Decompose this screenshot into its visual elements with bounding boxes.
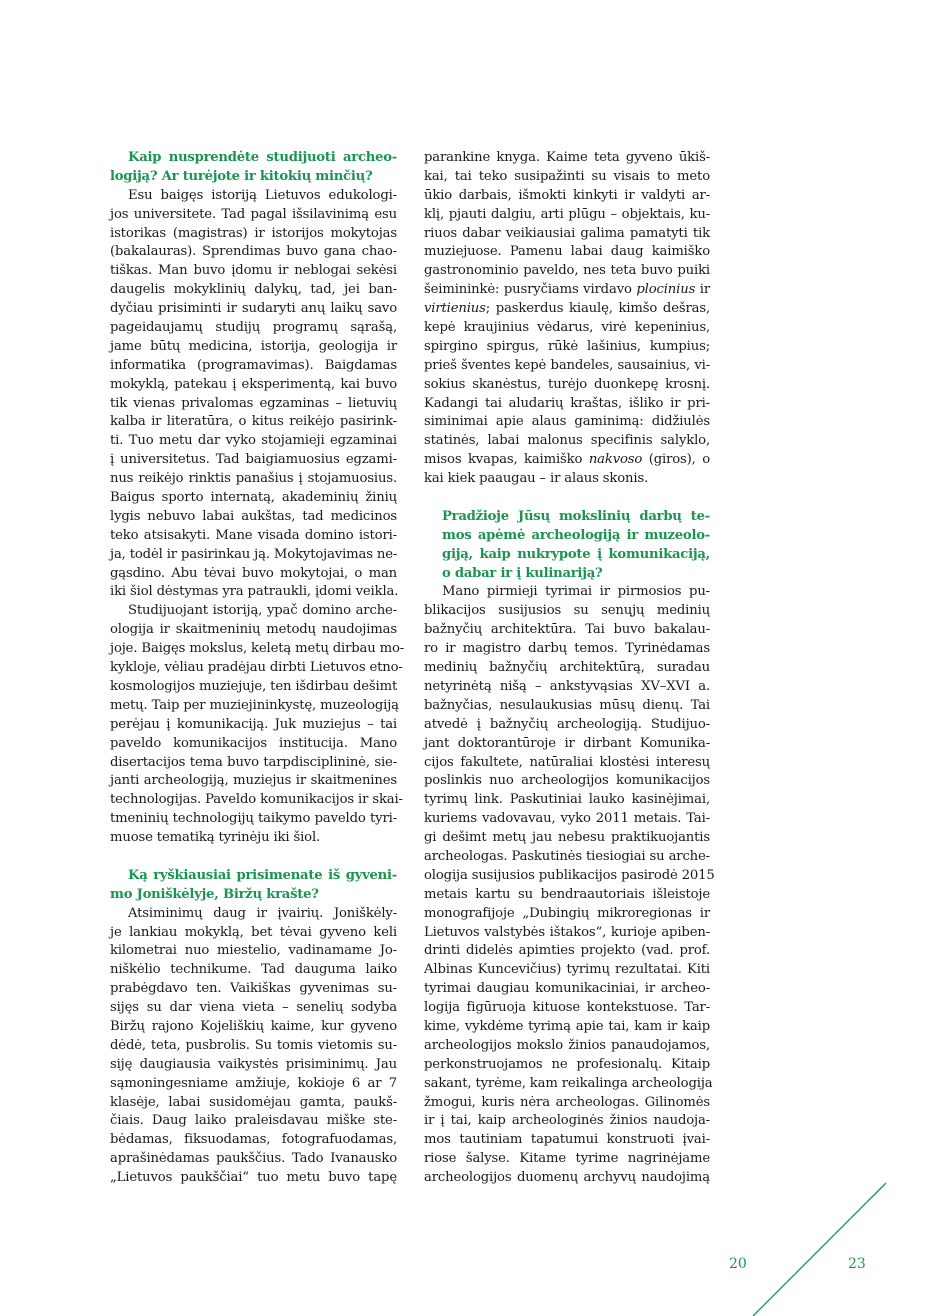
text-line: spirgino spirgus, rūkė lašinius, kumpius; [424,338,710,354]
text-line: janti archeologiją, muziejus ir skaitmenines [110,773,397,789]
text-line: Atsiminimų daug ir įvairių. Joniškėly- [128,905,397,921]
text-line: siję daugiausia vaikystės prisiminimų. Jau [110,1056,397,1072]
text-line: sąmoningesniame amžiuje, kokioje 6 ar 7 [110,1075,397,1091]
text-line: „Lietuvos paukščiai“ tuo metu buvo tapę [110,1170,397,1186]
text-line: technologijas. Paveldo komunikacijos ir skai- [110,792,403,808]
text-line: ja, todėl ir pasirinkau ją. Mokytojavimas ne- [110,546,398,562]
text-line: kai kiek paaugau – ir alaus skonis. [424,471,649,487]
text-line: jos universitete. Tad pagal išsilavinimą esu [110,206,397,222]
text-line: riose šalyse. Kitame tyrime nagrinėjame [424,1151,710,1167]
text-line: tik vienas privalomas egzaminas – lietuvių [110,395,397,411]
text-line: blikacijos susijusios su senųjų medinių [424,603,710,619]
text-line: gi dešimt metų jau nebesu praktikuojantis [424,830,710,846]
text-line: kykloje, vėliau pradėjau dirbti Lietuvos etno- [110,660,403,676]
page-number-left: 20 [729,1256,747,1272]
text-line: poslinkis nuo archeologijos komunikacijos [424,773,710,789]
text-line: prabėgdavo ten. Vaikiškas gyvenimas su- [110,981,397,997]
text-line: (bakalauras). Sprendimas buvo gana chao- [110,244,397,260]
text-line: ir į tai, kaip archeologinės žinios naudoja- [424,1113,710,1129]
text-line: kosmologijos muziejuje, ten išdirbau dešimt [110,678,398,694]
text-line: niškėlio technikume. Tad dauguma laiko [110,962,397,978]
text-line: Biržų rajono Kojeliškių kaime, kur gyveno [110,1018,397,1034]
text-line: mo Joniškėlyje, Biržų krašte? [110,886,319,902]
text-line: tmeninių technologijų taikymo paveldo tyri- [110,811,397,827]
text-line: teko atsisakyti. Mane visada domino istori- [110,527,397,543]
text-line: archeologijos duomenų archyvų naudojimą [424,1170,710,1186]
text-line: žmogui, kuris nėra archeologas. Gilinomės [424,1094,710,1110]
text-line: jame būtų medicina, istorija, geologija ir [110,338,397,354]
italic-term: plocinius [636,282,696,298]
text-line: mos apėmė archeologiją ir muzeolo- [442,527,710,543]
text-line: bėdamas, fiksuodamas, fotografuodamas, [110,1132,397,1148]
text-line: Ką ryškiausiai prisimenate iš gyveni- [128,867,397,883]
page-number-right: 23 [848,1256,866,1272]
text-line: monografijoje „Dubingių mikroregionas ir [424,905,710,921]
text-line: archeologas. Paskutinės tiesiogiai su arche- [424,848,710,864]
text-line: Lietuvos valstybės ištakos“, kurioje apiben- [424,924,710,940]
text-line: mos tautiniam tapatumui konstruoti įvai- [424,1132,710,1148]
text-line: ro ir magistro darbų temos. Tyrinėdamas [424,641,710,657]
text-line: riuos dabar veikiausiai galima pamatyti tik [424,225,710,241]
italic-term: virtienius [424,301,486,317]
text-line: Esu baigęs istoriją Lietuvos edukologi- [128,187,397,203]
text-line: Mano pirmieji tyrimai ir pirmosios pu- [442,584,710,600]
text-line: kai, tai teko susipažinti su visais to meto [424,168,710,184]
text-run: (giros), o [642,452,710,468]
text-line: kepė kraujinius vėdarus, virė kepeninius, [424,320,710,336]
text-line: giją, kaip nukrypote į komunikaciją, [442,546,710,562]
text-line: sokius skanėstus, turėjo duonkepę krosnį. [424,376,710,392]
text-line: dėdė, teta, pusbrolis. Su tomis vietomis su- [110,1037,397,1053]
text-line: daugelis mokyklinių dalykų, tad, jei ban- [110,282,397,298]
text-line: iki šiol dėstymas yra patraukli, įdomi veikla. [110,584,399,600]
text-line: pageidaujamų studijų programų sąrašą, [110,320,397,336]
text-line: tyrimai daugiau komunikaciniai, ir archeo- [424,981,710,997]
italic-term: nakvoso [588,452,643,468]
text-line: siminimai apie alaus gaminimą: didžiulės [424,414,710,430]
text-line: statinės, labai malonus specifinis salyklo, [424,433,710,449]
text-line: kime, vykdėme tyrimą apie tai, kam ir kaip [424,1018,710,1034]
text-line: Kadangi tai aludarių kraštas, išliko ir pri- [424,395,710,411]
text-line: kuriems vadovavau, vyko 2011 metais. Tai- [424,811,710,827]
text-line: sakant, tyrėme, kam reikalinga archeologija [424,1075,713,1091]
text-line: kilometrai nuo miestelio, vadinamame Jo- [110,943,397,959]
text-line: nus reikėjo rinktis panašius į stojamuosius. [110,471,397,487]
text-line: tyrimų link. Paskutiniai lauko kasinėjimai, [424,792,710,808]
text-line: sijęs su dar viena vieta – senelių sodyba [110,1000,397,1016]
text-line: klį, pjauti dalgiu, arti plūgu – objektais, ku- [424,206,710,222]
text-line: gąsdino. Abu tėvai buvo mokytojai, o man [110,565,397,581]
text-line: parankine knyga. Kaime teta gyveno ūkiš- [424,150,710,165]
text-line: ologija ir skaitmeninių metodų naudojimas [110,622,397,638]
text-line: netyrinėtą nišą – ankstyvąsias XV–XVI a. [424,678,710,694]
text-line: klasėje, labai susidomėjau gamta, paukš- [110,1094,397,1110]
text-line: ti. Tuo metu dar vyko stojamieji egzaminai [110,433,397,449]
text-line: perkonstruojamos ne profesionalų. Kitaip [424,1056,710,1072]
text-line: perėjau į komunikaciją. Juk muziejus – tai [110,716,397,732]
text-line: informatika (programavimas). Baigdamas [110,357,397,373]
text-line: dyčiau prisiminti ir sudaryti anų laikų savo [110,301,397,317]
text-line: metų. Taip per muziejininkystę, muzeologiją [110,697,399,713]
text-line: cijos fakultete, natūraliai klostėsi interesų [424,754,710,770]
text-line: į universitetus. Tad baigiamuosius egzami- [110,452,397,468]
text-line: gastronominio paveldo, nes teta buvo puiki [424,263,710,279]
text-line: je lankiau mokyklą, bet tėvai gyveno keli [110,924,397,940]
text-line: lygis nebuvo labai aukštas, tad medicinos [110,508,397,524]
text-line: o dabar ir į kulinariją? [442,565,603,581]
text-run: ir [695,282,710,298]
text-line: čiais. Daug laiko praleisdavau miške ste- [110,1113,397,1129]
text-line: bažnyčias, nesulaukusias mūsų dienų. Tai [424,697,710,713]
text-line: Albinas Kuncevičius) tyrimų rezultatai. Kiti [424,962,710,978]
text-line: Baigus sporto internatą, akademinių žinių [110,490,397,506]
text-run: šeimininkė: pusryčiams virdavo [424,282,637,298]
text-line: istorikas (magistras) ir istorijos mokytojas [110,225,397,241]
text-line: muziejuose. Pamenu labai daug kaimiško [424,244,710,260]
text-line: jant doktorantūroje ir dirbant Komunika- [424,735,710,751]
text-line: mokyklą, patekau į eksperimentą, kai buvo [110,376,397,392]
text-line: archeologijos mokslo žinios panaudojamos, [424,1037,710,1053]
text-line: muose tematiką tyrinėju iki šiol. [110,830,321,846]
text-line: Pradžioje Jūsų mokslinių darbų te- [442,508,710,524]
text-line: metais kartu su bendraautoriais išleistoje [424,886,710,902]
text-line: disertacijos tema buvo tarpdisciplininė, sie- [110,754,397,770]
text-line: joje. Baigęs mokslus, keletą metų dirbau mo- [110,641,405,657]
text-line: atvedė į bažnyčių archeologiją. Studijuo- [424,716,710,732]
text-run: misos kvapas, kaimiško [424,452,589,468]
text-line: ologija susijusios publikacijos pasirodė 2015 [424,867,715,883]
text-line: bažnyčių architektūra. Tai buvo bakalau- [424,622,710,638]
text-line: prieš šventes kepė bandeles, sausainius, vi- [424,357,710,373]
text-line: aprašinėdamas paukščius. Tado Ivanausko [110,1151,397,1167]
text-line: logiją? Ar turėjote ir kitokių minčių? [110,168,373,184]
text-line: kalba ir literatūra, o kitus reikėjo pasirink- [110,414,397,430]
text-line: ūkio darbais, išmokti kinkyti ir valdyti ar- [424,187,710,203]
text-line: logija figūruoja kituose kontekstuose. Tar- [424,1000,710,1016]
text-run: ; paskerdus kiaulę, kimšo dešras, [485,301,710,317]
text-line: tiškas. Man buvo įdomu ir neblogai sekėsi [110,263,397,279]
text-line: drinti didelės apimties projekto (vad. prof. [424,943,710,959]
text-line: Studijuojant istoriją, ypač domino arche- [128,603,397,619]
text-line: Kaip nusprendėte studijuoti archeo- [128,150,397,165]
text-line: paveldo komunikacijos institucija. Mano [110,735,397,751]
text-line: medinių bažnyčių architektūrą, suradau [424,660,710,676]
